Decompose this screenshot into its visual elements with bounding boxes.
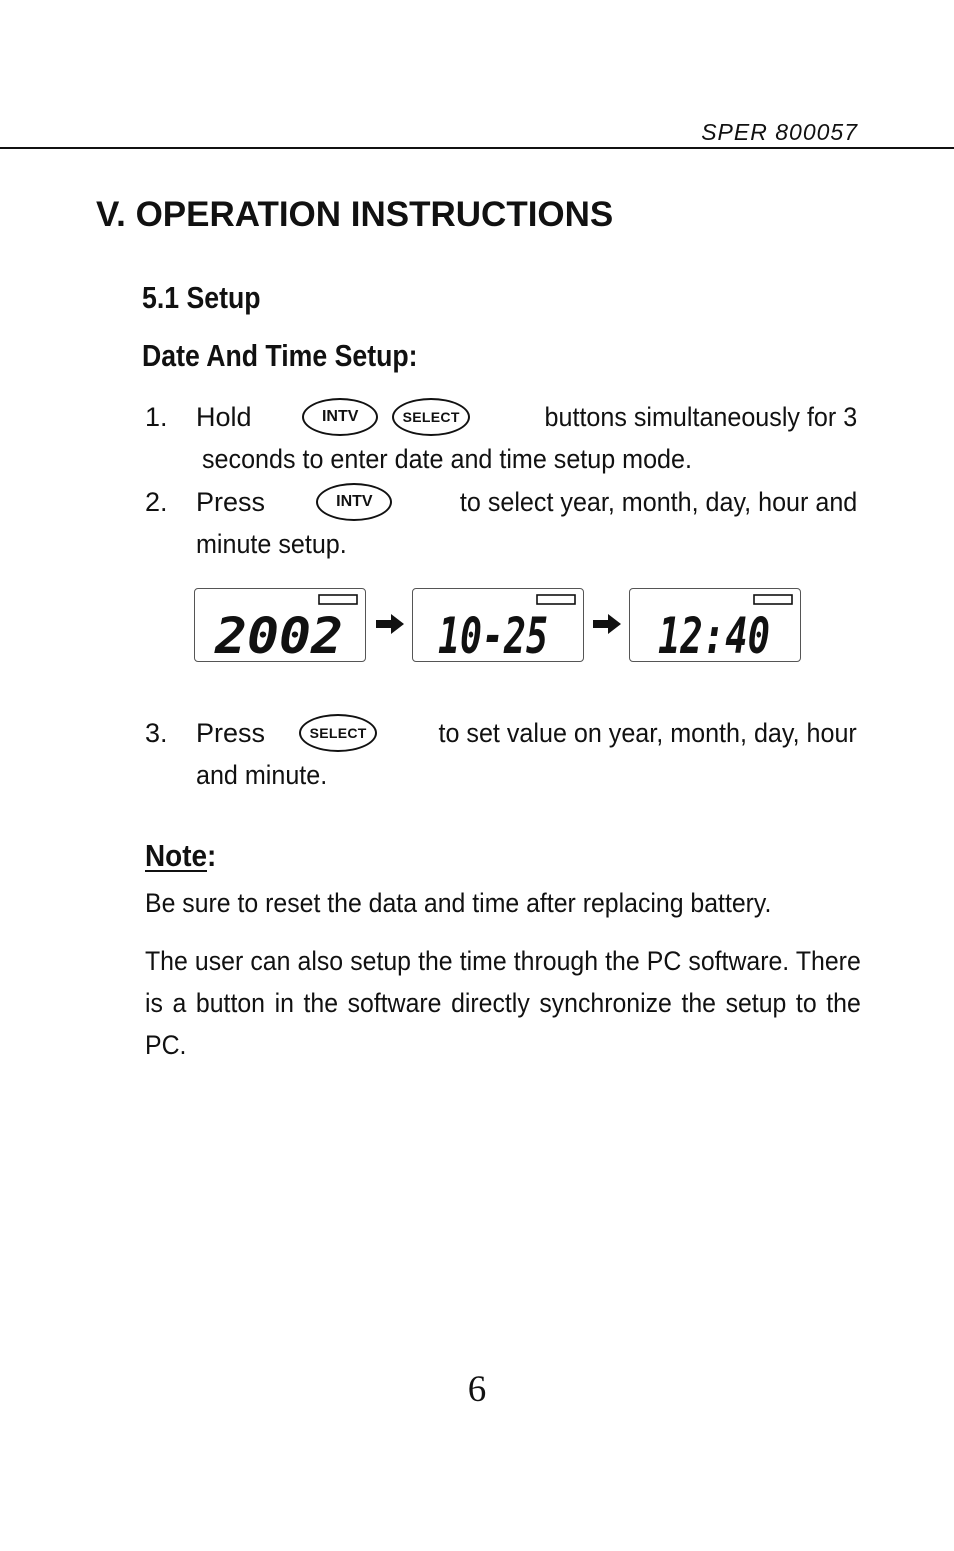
lcd-sequence (194, 588, 802, 664)
right-arrow-icon (374, 612, 406, 636)
lcd-time-value: 12:40 (658, 607, 770, 663)
step-1 (145, 396, 857, 480)
note-label: Note (145, 838, 208, 873)
select-button-icon: SELECT (392, 398, 470, 436)
document-code: SPER 800057 (701, 119, 858, 145)
step-line (196, 396, 857, 438)
select-button-icon: SELECT (299, 714, 377, 752)
step-number: 1. (145, 402, 168, 432)
step-text-before: Press (196, 718, 266, 748)
step-text-continued: seconds to enter date and time setup mode. (202, 444, 692, 474)
subsection-title: 5.1 Setup (142, 280, 261, 315)
step-number: 3. (145, 718, 168, 748)
intv-button-icon: INTV (316, 483, 392, 521)
step-text-continued: and minute. (196, 760, 328, 790)
intv-button-icon: INTV (302, 398, 378, 436)
right-arrow-icon (591, 612, 623, 636)
lcd-display-date (412, 588, 584, 662)
step-line (196, 712, 857, 754)
step-text-after: to select year, month, day, hour and (459, 487, 857, 517)
note-pc-software-text: The user can also setup the time through the PC software. There is a button in the software directly synchronize the setup to the PC. (145, 946, 861, 1060)
step-3 (145, 712, 857, 796)
step-text-after: to set value on year, month, day, hour (438, 718, 857, 748)
lcd-display-year (194, 588, 366, 662)
step-text-continued: minute setup. (196, 529, 347, 559)
note-colon: : (207, 838, 217, 873)
note-battery-text: Be sure to reset the data and time after replacing battery. (145, 888, 772, 918)
step-line (196, 481, 857, 523)
step-text-before: Press (196, 487, 266, 517)
lcd-display-time (629, 588, 801, 662)
page-header (0, 0, 954, 150)
lcd-year-value: 2002 (213, 607, 343, 663)
date-time-setup-heading: Date And Time Setup: (142, 338, 418, 373)
step-number: 2. (145, 487, 168, 517)
step-text-after: buttons simultaneously for 3 (544, 402, 857, 432)
header-rule (0, 147, 954, 149)
section-title: V. OPERATION INSTRUCTIONS (96, 195, 614, 234)
note-heading (145, 838, 216, 874)
step-text-before: Hold (196, 402, 252, 432)
step-2 (145, 481, 857, 565)
page-number: 6 (467, 1369, 487, 1410)
button-group (302, 398, 470, 436)
lcd-date-value: 10-25 (438, 607, 548, 663)
